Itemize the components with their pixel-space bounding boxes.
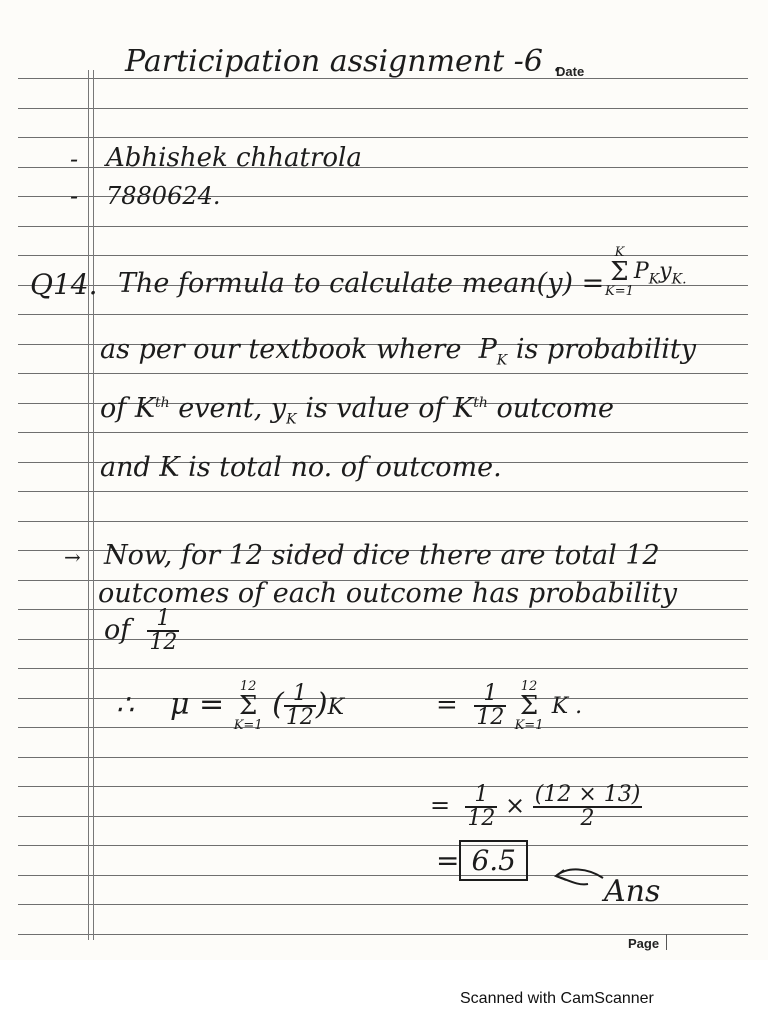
ruled-line xyxy=(18,521,748,522)
solution-line-2: outcomes of each outcome has probability xyxy=(98,578,677,609)
question-line-3: of $K^{th}$ event, $y_K$ is value of $K^{th}$ outcome xyxy=(100,393,614,428)
mean-formula: μ = 12 Σ K=1 ( $\frac{1}{12}$ )K xyxy=(170,679,345,733)
answer-label: Ans xyxy=(604,874,661,909)
mean-formula-simplified: = $\frac{1}{12}$ 12 Σ K=1 K . xyxy=(436,679,583,733)
page-label: Page xyxy=(628,936,660,951)
page-title: Participation assignment -6 . xyxy=(125,44,562,79)
ruled-line xyxy=(18,934,748,935)
margin-line xyxy=(93,70,94,940)
summation-formula: K Σ K=1 $P_Ky_{K.}$ xyxy=(605,245,687,299)
solution-line-3: of $\frac{1}{12}$ xyxy=(104,606,178,655)
ruled-line xyxy=(18,845,748,846)
ruled-line xyxy=(18,314,748,315)
ruled-line xyxy=(18,226,748,227)
dash-bullet: - xyxy=(70,182,79,210)
ruled-line xyxy=(18,757,748,758)
question-line-1: The formula to calculate mean(y) = xyxy=(118,268,605,299)
arrow-icon: → xyxy=(64,545,81,569)
final-answer-line: = 6.5 xyxy=(436,840,528,881)
arrow-pointer-icon xyxy=(548,858,608,898)
question-line-4: and K is total no. of outcome. xyxy=(100,452,502,483)
ruled-line xyxy=(18,108,748,109)
margin-line xyxy=(88,70,89,940)
solution-line-1: Now, for 12 sided dice there are total 12 xyxy=(104,540,660,571)
ruled-line xyxy=(18,727,748,728)
ruled-line xyxy=(18,137,748,138)
ruled-line xyxy=(18,373,748,374)
student-id: 7880624. xyxy=(106,182,221,210)
dash-bullet: - xyxy=(70,145,79,173)
date-label: Date xyxy=(556,64,585,79)
student-name: Abhishek chhatrola xyxy=(106,143,362,173)
calculation-step: = $\frac{1}{12}$ × $\frac{(12 \times 13)}{2}$ xyxy=(430,782,641,831)
therefore-symbol: ∴ xyxy=(116,688,134,721)
ruled-line xyxy=(18,491,748,492)
page-divider xyxy=(666,934,667,950)
final-answer-box: 6.5 xyxy=(459,840,528,881)
scanner-watermark: Scanned with CamScanner xyxy=(460,990,654,1007)
question-number: Q14. xyxy=(30,268,98,301)
question-line-2: as per our textbook where $P_K$ is probability xyxy=(100,334,697,369)
ruled-line xyxy=(18,432,748,433)
ruled-line xyxy=(18,668,748,669)
